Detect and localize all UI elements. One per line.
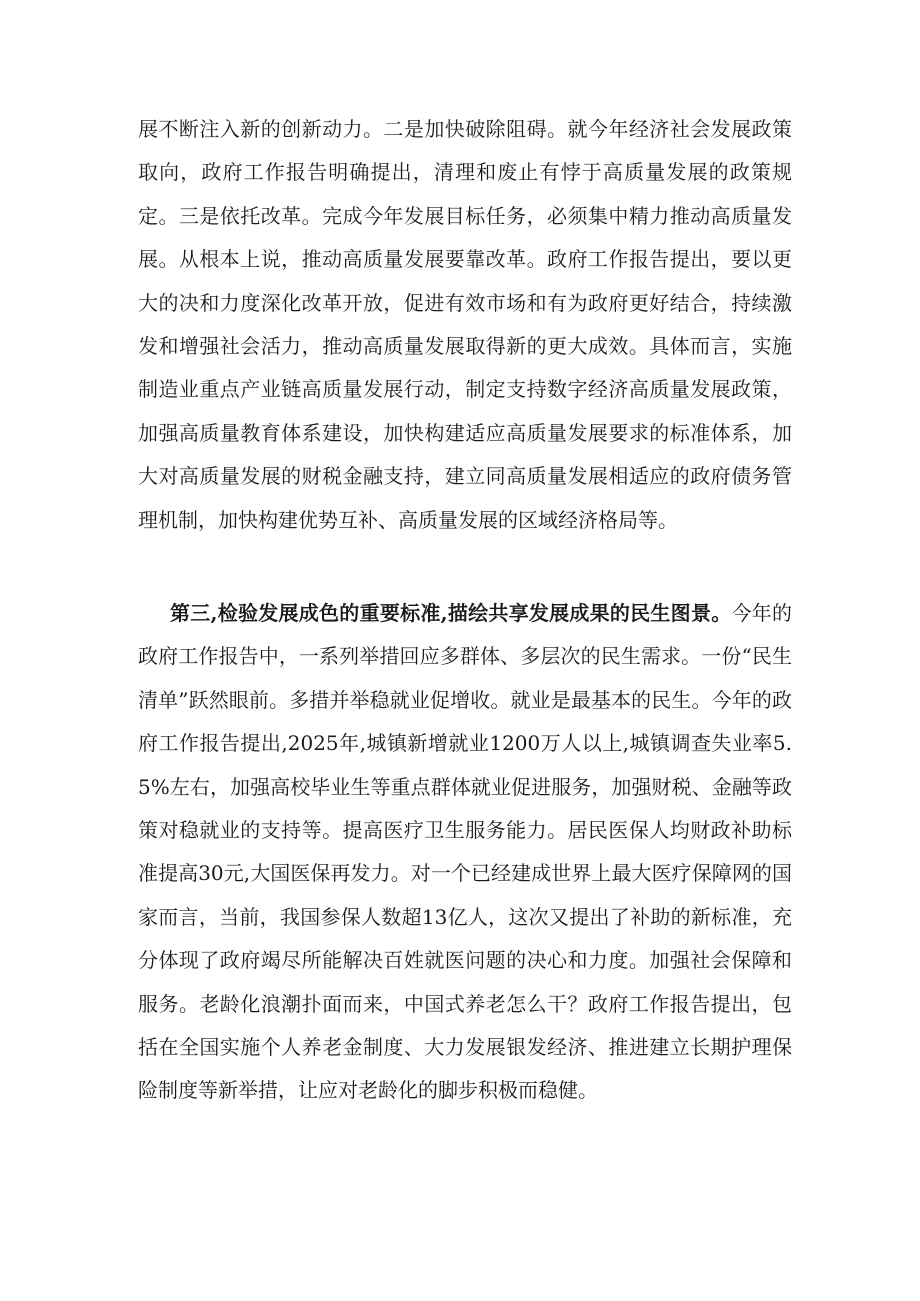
paragraph-2-body: 今年的政府工作报告中，一系列举措回应多群体、多层次的民生需求。一份“民生清单”跃然眼前。多措并举稳就业促增收。就业是最基本的民生。今年的政府工作报告提出,2025年,城镇新增就业1200万人以上,城镇调查失业率5.5%左右，加强高校毕业生等重点群体就业促进服务，加强财税、金融等政策对稳就业的支持等。提高医疗卫生服务能力。居民医保人均财政补助标准提高30元,大国医保再发力。对一个已经建成世界上最大医疗保障网的国家而言，当前，我国参保人数超13亿人，这次又提出了补助的新标准，充分体现了政府竭尽所能解决百姓就医问题的决心和力度。加强社会保障和服务。老龄化浪潮扑面而来，中国式养老怎么干？政府工作报告提出，包括在全国实施个人养老金制度、大力发展银发经济、推进建立长期护理保险制度等新举措，让应对老龄化的脚步积极而稳健。 [138, 601, 792, 1103]
body-paragraph-1: 展不断注入新的创新动力。二是加快破除阻碍。就今年经济社会发展政策取向，政府工作报告明确提出，清理和废止有悖于高质量发展的政策规定。三是依托改革。完成今年发展目标任务，必须集中精力推动高质量发展。从根本上说，推动高质量发展要靠改革。政府工作报告提出，要以更大的决和力度深化改革开放，促进有效市场和有为政府更好结合，持续激发和增强社会活力，推动高质量发展取得新的更大成效。具体而言，实施制造业重点产业链高质量发展行动，制定支持数字经济高质量发展政策，加强高质量教育体系建设，加快构建适应高质量发展要求的标准体系，加大对高质量发展的财税金融支持，建立同高质量发展相适应的政府债务管理机制，加快构建优势互补、高质量发展的区域经济格局等。 [138, 117, 792, 532]
paragraph-2-bold-lead: 第三,检验发展成色的重要标准,描绘共享发展成果的民生图景。 [170, 601, 732, 625]
body-paragraph-2 [138, 592, 792, 1113]
